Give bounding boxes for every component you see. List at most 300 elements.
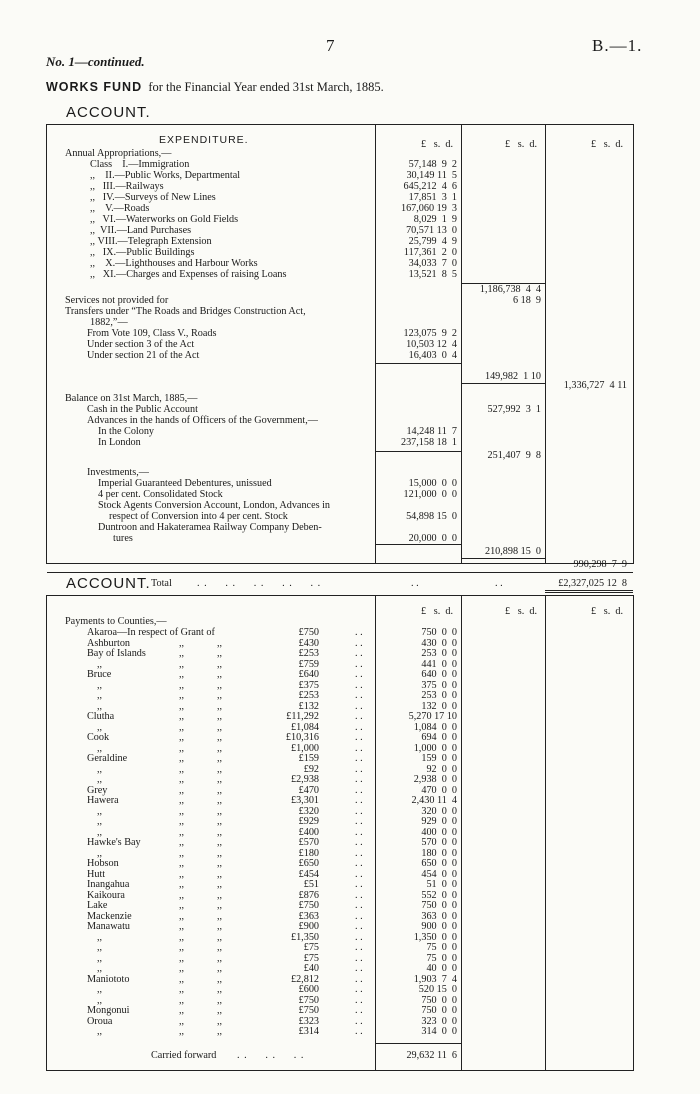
document-reference: B.—1. bbox=[592, 36, 643, 55]
ditto-mark: ,, bbox=[217, 805, 223, 817]
county-name: Mackenzie bbox=[87, 910, 132, 922]
county-paid: 750 0 0 bbox=[421, 900, 457, 911]
transfer-amount: 16,403 0 4 bbox=[408, 350, 457, 361]
county-dots: . . bbox=[355, 774, 363, 785]
ledger-rule bbox=[375, 544, 461, 545]
advance-label: In the Colony bbox=[98, 426, 155, 437]
advances-total: 251,407 9 8 bbox=[487, 450, 541, 461]
column-rule bbox=[545, 596, 546, 1070]
investment-label: Imperial Guaranteed Debentures, unissued bbox=[98, 478, 272, 489]
county-paid: 640 0 0 bbox=[421, 669, 457, 680]
class-amount: 645,212 4 6 bbox=[403, 181, 457, 192]
county-grant: £3,301 bbox=[290, 795, 319, 806]
class-amount: 70,571 13 0 bbox=[406, 225, 457, 236]
county-name: Bruce bbox=[87, 669, 112, 680]
county-grant: £323 bbox=[298, 1015, 319, 1027]
ledger-rule bbox=[461, 558, 545, 559]
ditto-mark: ,, bbox=[179, 942, 185, 953]
ditto-mark: ,, bbox=[179, 774, 185, 785]
county-dots: . . bbox=[355, 942, 363, 953]
county-grant: £180 bbox=[298, 847, 319, 859]
ditto-mark: ,, bbox=[217, 784, 223, 796]
county-dots: . . bbox=[355, 900, 363, 911]
county-name: Clutha bbox=[87, 711, 115, 722]
ditto-mark: ,, bbox=[179, 952, 185, 964]
ditto-mark: ,, bbox=[179, 837, 185, 848]
ditto-mark: ,, bbox=[217, 1026, 223, 1037]
grand-total: £2,327,025 12 8 bbox=[558, 578, 627, 589]
county-grant: £75 bbox=[303, 952, 319, 964]
county-name: ,, bbox=[97, 658, 103, 670]
county-name: Mongonui bbox=[87, 1005, 130, 1016]
county-name: ,, bbox=[97, 826, 103, 838]
county-name: ,, bbox=[97, 931, 103, 943]
investment-label: Stock Agents Conversion Account, London, Advances in bbox=[98, 500, 331, 511]
county-name: ,, bbox=[97, 963, 103, 974]
county-dots: . . bbox=[355, 669, 363, 680]
ditto-mark: ,, bbox=[217, 931, 223, 943]
county-name: Manawatu bbox=[87, 921, 130, 932]
annual-total: 1,186,738 4 4 bbox=[479, 284, 541, 295]
ditto-mark: ,, bbox=[179, 973, 185, 985]
ditto-mark: ,, bbox=[179, 858, 185, 869]
county-grant: £750 bbox=[298, 994, 319, 1006]
ledger-rule bbox=[375, 363, 461, 364]
class-label: ,, III.—Railways bbox=[90, 181, 164, 192]
class-amount: 34,033 7 0 bbox=[408, 258, 457, 269]
investment-amount: 121,000 0 0 bbox=[403, 489, 457, 500]
expenditure-panel bbox=[46, 124, 634, 589]
county-grant: £430 bbox=[298, 637, 319, 649]
county-grant: £92 bbox=[303, 763, 319, 775]
ditto-mark: ,, bbox=[179, 931, 185, 943]
transfer-amount: 123,075 9 2 bbox=[403, 328, 457, 339]
column-rule bbox=[545, 125, 546, 563]
county-dots: . . bbox=[355, 753, 363, 764]
county-name: Akaroa—In respect of Grant of bbox=[87, 627, 215, 638]
ditto-mark: ,, bbox=[217, 816, 223, 827]
ditto-mark: ,, bbox=[217, 721, 223, 733]
county-grant: £600 bbox=[298, 984, 319, 995]
advances-label: Advances in the hands of Officers of the Government,— bbox=[87, 415, 318, 426]
transfer-label: Under section 3 of the Act bbox=[87, 339, 195, 350]
ditto-mark: ,, bbox=[179, 658, 185, 670]
ditto-mark: ,, bbox=[217, 679, 223, 691]
column-rule bbox=[461, 596, 462, 1070]
county-paid: 400 0 0 bbox=[421, 826, 457, 838]
transfers-total: 149,982 1 10 bbox=[484, 371, 541, 382]
counties-heading: Payments to Counties,— bbox=[65, 616, 167, 627]
investment-label: respect of Conversion into 4 per cent. Stock bbox=[109, 511, 288, 522]
ditto-mark: ,, bbox=[179, 984, 185, 995]
column-header: £ s. d. bbox=[591, 606, 623, 617]
class-amount: 13,521 8 5 bbox=[408, 269, 457, 280]
carried-dots: . . . . . . bbox=[237, 1049, 305, 1061]
county-paid: 2,938 0 0 bbox=[413, 774, 457, 785]
county-name: Geraldine bbox=[87, 753, 128, 764]
column-header: £ s. d. bbox=[505, 606, 537, 617]
ditto-mark: ,, bbox=[179, 700, 185, 712]
county-grant: £10,316 bbox=[285, 732, 319, 743]
transfer-label: From Vote 109, Class V., Roads bbox=[87, 328, 217, 339]
ledger-rule bbox=[375, 1043, 461, 1044]
county-paid: 75 0 0 bbox=[426, 952, 457, 964]
ditto-mark: ,, bbox=[217, 753, 223, 764]
ditto-mark: ,, bbox=[217, 984, 223, 995]
class-label: ,, VIII.—Telegraph Extension bbox=[90, 236, 212, 247]
county-dots: . . bbox=[355, 1026, 363, 1037]
county-paid: 253 0 0 bbox=[421, 690, 457, 701]
transfer-label: Under section 21 of the Act bbox=[87, 350, 200, 361]
county-paid: 320 0 0 bbox=[421, 805, 457, 817]
county-dots: . . bbox=[355, 994, 363, 1006]
class-amount: 57,148 9 2 bbox=[408, 159, 457, 170]
county-dots: . . bbox=[355, 816, 363, 827]
county-paid: 1,350 0 0 bbox=[413, 931, 457, 943]
county-grant: £750 bbox=[298, 1005, 319, 1016]
continued-label: No. 1—continued. bbox=[46, 54, 145, 69]
ditto-mark: ,, bbox=[179, 994, 185, 1006]
county-dots: . . bbox=[355, 1015, 363, 1027]
county-dots: . . bbox=[355, 690, 363, 701]
balance-label: Balance on 31st March, 1885,— bbox=[65, 393, 198, 404]
ditto-mark: ,, bbox=[217, 910, 223, 922]
ditto-mark: ,, bbox=[217, 847, 223, 859]
ditto-mark: ,, bbox=[179, 1026, 185, 1037]
county-paid: 454 0 0 bbox=[421, 868, 457, 880]
county-paid: 900 0 0 bbox=[421, 921, 457, 932]
ditto-mark: ,, bbox=[217, 648, 223, 659]
carried-forward-amount: 29,632 11 6 bbox=[406, 1049, 457, 1061]
balance-total: 990,298 7 9 bbox=[573, 559, 627, 570]
county-name: Hutt bbox=[87, 868, 106, 880]
county-paid: 363 0 0 bbox=[421, 910, 457, 922]
county-dots: . . bbox=[355, 858, 363, 869]
county-name: ,, bbox=[97, 690, 103, 701]
column-rule bbox=[461, 125, 462, 563]
column-rule bbox=[375, 125, 376, 563]
county-name: ,, bbox=[97, 816, 103, 827]
column-header: £ s. d. bbox=[421, 606, 453, 617]
county-grant: £1,084 bbox=[290, 721, 319, 733]
county-grant: £454 bbox=[298, 868, 319, 880]
ditto-mark: ,, bbox=[217, 858, 223, 869]
county-paid: 75 0 0 bbox=[426, 942, 457, 953]
county-dots: . . bbox=[355, 721, 363, 733]
county-paid: 470 0 0 bbox=[421, 784, 457, 796]
advance-amount: 237,158 18 1 bbox=[400, 437, 457, 448]
ditto-mark: ,, bbox=[179, 742, 185, 754]
class-label: ,, VI.—Waterworks on Gold Fields bbox=[90, 214, 239, 225]
county-dots: . . bbox=[355, 921, 363, 932]
county-paid: 552 0 0 bbox=[421, 889, 457, 901]
transfer-amount: 10,503 12 4 bbox=[406, 339, 457, 350]
ditto-mark: ,, bbox=[179, 847, 185, 859]
county-name: ,, bbox=[97, 721, 103, 733]
ditto-mark: ,, bbox=[217, 742, 223, 754]
fund-title-bold: WORKS FUND bbox=[46, 80, 143, 94]
county-name: Ashburton bbox=[87, 637, 131, 649]
ditto-mark: ,, bbox=[217, 921, 223, 932]
county-name: ,, bbox=[97, 942, 103, 953]
county-dots: . . bbox=[355, 784, 363, 796]
ditto-mark: ,, bbox=[217, 952, 223, 964]
ditto-mark: ,, bbox=[179, 1015, 185, 1027]
transfers-label: Transfers under “The Roads and Bridges Construction Act, bbox=[65, 306, 306, 317]
county-name: Bay of Islands bbox=[87, 648, 146, 659]
county-paid: 5,270 17 10 bbox=[408, 711, 457, 722]
county-grant: £750 bbox=[298, 900, 319, 911]
county-dots: . . bbox=[355, 711, 363, 722]
ditto-mark: ,, bbox=[179, 721, 185, 733]
county-dots: . . bbox=[355, 648, 363, 659]
county-dots: . . bbox=[355, 984, 363, 995]
county-paid: 132 0 0 bbox=[421, 700, 457, 712]
county-dots: . . bbox=[355, 700, 363, 712]
county-paid: 430 0 0 bbox=[421, 637, 457, 649]
county-name: ,, bbox=[97, 984, 103, 995]
county-grant: £900 bbox=[298, 921, 319, 932]
annual-appropriations-label: Annual Appropriations,— bbox=[65, 148, 172, 159]
ditto-mark: ,, bbox=[179, 826, 185, 838]
ditto-mark: ,, bbox=[217, 942, 223, 953]
column-header: £ s. d. bbox=[421, 139, 453, 150]
cash-amount: 527,992 3 1 bbox=[487, 404, 541, 415]
county-paid: 1,903 7 4 bbox=[413, 973, 457, 985]
investment-amount: 54,898 15 0 bbox=[406, 511, 457, 522]
carried-forward-label: Carried forward bbox=[151, 1049, 217, 1061]
ditto-mark: ,, bbox=[179, 669, 185, 680]
column-rule bbox=[375, 596, 376, 1070]
county-dots: . . bbox=[355, 879, 363, 890]
ditto-mark: ,, bbox=[217, 994, 223, 1006]
ditto-mark: ,, bbox=[217, 900, 223, 911]
county-paid: 375 0 0 bbox=[421, 679, 457, 691]
ditto-mark: ,, bbox=[179, 711, 185, 722]
county-dots: . . bbox=[355, 742, 363, 754]
ditto-mark: ,, bbox=[179, 763, 185, 775]
county-paid: 180 0 0 bbox=[421, 847, 457, 859]
county-dots: . . bbox=[355, 837, 363, 848]
county-name: ,, bbox=[97, 994, 103, 1006]
page-number: 7 bbox=[326, 36, 335, 55]
ledger-rule bbox=[461, 383, 545, 384]
county-dots: . . bbox=[355, 889, 363, 901]
ditto-mark: ,, bbox=[217, 690, 223, 701]
ditto-mark: ,, bbox=[217, 711, 223, 722]
county-name: ,, bbox=[97, 774, 103, 785]
county-paid: 51 0 0 bbox=[426, 879, 457, 890]
ditto-mark: ,, bbox=[217, 774, 223, 785]
class-label: Class I.—Immigration bbox=[90, 159, 190, 170]
county-grant: £11,292 bbox=[286, 711, 319, 722]
ditto-mark: ,, bbox=[217, 795, 223, 806]
account-heading-expenditure: ACCOUNT. bbox=[66, 104, 151, 121]
county-name: Hawera bbox=[87, 795, 119, 806]
ditto-mark: ,, bbox=[217, 700, 223, 712]
county-paid: 2,430 11 4 bbox=[411, 795, 457, 806]
county-dots: . . bbox=[355, 847, 363, 859]
county-grant: £1,000 bbox=[290, 742, 319, 754]
investment-label: Duntroon and Hakateramea Railway Company Deben- bbox=[98, 522, 322, 533]
column-header: £ s. d. bbox=[591, 139, 623, 150]
county-paid: 520 15 0 bbox=[418, 984, 457, 995]
ditto-mark: ,, bbox=[179, 732, 185, 743]
investments-label: Investments,— bbox=[87, 467, 149, 478]
ditto-mark: ,, bbox=[179, 648, 185, 659]
ditto-mark: ,, bbox=[217, 963, 223, 974]
county-paid: 650 0 0 bbox=[421, 858, 457, 869]
county-grant: £51 bbox=[303, 879, 319, 890]
class-label: ,, IV.—Surveys of New Lines bbox=[90, 192, 216, 203]
ditto-mark: ,, bbox=[217, 763, 223, 775]
ditto-mark: ,, bbox=[179, 690, 185, 701]
county-name: Maniototo bbox=[87, 973, 130, 985]
county-name: Lake bbox=[87, 900, 108, 911]
ditto-mark: ,, bbox=[217, 973, 223, 985]
services-label: Services not provided for bbox=[65, 295, 169, 306]
county-dots: . . bbox=[355, 763, 363, 775]
county-dots: . . bbox=[355, 637, 363, 649]
ditto-mark: ,, bbox=[179, 1005, 185, 1016]
investments-total: 210,898 15 0 bbox=[484, 546, 541, 557]
county-dots: . . bbox=[355, 732, 363, 743]
county-name: Kaikoura bbox=[87, 889, 125, 901]
county-paid: 159 0 0 bbox=[421, 753, 457, 764]
county-name: Hawke's Bay bbox=[87, 837, 141, 848]
ditto-mark: ,, bbox=[179, 784, 185, 796]
county-name: Hobson bbox=[87, 858, 119, 869]
county-name: Grey bbox=[87, 784, 108, 796]
county-grant: £470 bbox=[298, 784, 319, 796]
ditto-mark: ,, bbox=[179, 900, 185, 911]
ditto-mark: ,, bbox=[179, 868, 185, 880]
ditto-mark: ,, bbox=[179, 816, 185, 827]
class-amount: 30,149 11 5 bbox=[406, 170, 457, 181]
ditto-mark: ,, bbox=[217, 826, 223, 838]
class-amount: 167,060 19 3 bbox=[400, 203, 457, 214]
county-grant: £375 bbox=[298, 679, 319, 691]
class-amount: 117,361 2 0 bbox=[403, 247, 457, 258]
cash-label: Cash in the Public Account bbox=[87, 404, 198, 415]
ditto-mark: ,, bbox=[179, 921, 185, 932]
county-paid: 929 0 0 bbox=[421, 816, 457, 827]
ditto-mark: ,, bbox=[217, 669, 223, 680]
county-grant: £929 bbox=[298, 816, 319, 827]
county-paid: 750 0 0 bbox=[421, 994, 457, 1006]
county-name: Cook bbox=[87, 732, 110, 743]
total-dots: . . . . . . . . . . bbox=[197, 578, 322, 589]
investment-amount: 15,000 0 0 bbox=[408, 478, 457, 489]
class-label: ,, XI.—Charges and Expenses of raising Loans bbox=[90, 269, 287, 280]
fund-title-rest: for the Financial Year ended 31st March, 1885. bbox=[148, 80, 384, 94]
class-label: ,, IX.—Public Buildings bbox=[90, 247, 195, 258]
county-dots: . . bbox=[355, 658, 363, 670]
ditto-mark: ,, bbox=[179, 805, 185, 817]
class-amount: 25,799 4 9 bbox=[408, 236, 457, 247]
ledger-rule bbox=[545, 590, 633, 591]
total-label: Total bbox=[151, 578, 172, 589]
investment-label: 4 per cent. Consolidated Stock bbox=[98, 489, 223, 500]
total-dots-col1: . . bbox=[411, 578, 419, 589]
advance-amount: 14,248 11 7 bbox=[406, 426, 457, 437]
investment-amount: 20,000 0 0 bbox=[408, 533, 457, 544]
expenditure-heading: EXPENDITURE. bbox=[159, 134, 249, 146]
county-dots: . . bbox=[355, 973, 363, 985]
county-dots: . . bbox=[355, 627, 363, 638]
class-label: ,, X.—Lighthouses and Harbour Works bbox=[90, 258, 258, 269]
county-name: ,, bbox=[97, 952, 103, 964]
county-grant: £253 bbox=[298, 648, 319, 659]
county-grant: £2,938 bbox=[290, 774, 319, 785]
county-dots: . . bbox=[355, 868, 363, 880]
ditto-mark: ,, bbox=[217, 1015, 223, 1027]
ditto-mark: ,, bbox=[179, 753, 185, 764]
ditto-mark: ,, bbox=[179, 910, 185, 922]
ditto-mark: ,, bbox=[179, 795, 185, 806]
county-name: ,, bbox=[97, 700, 103, 712]
county-dots: . . bbox=[355, 795, 363, 806]
county-dots: . . bbox=[355, 963, 363, 974]
county-dots: . . bbox=[355, 1005, 363, 1016]
county-paid: 92 0 0 bbox=[426, 763, 457, 775]
ledger-rule bbox=[545, 592, 633, 593]
ditto-mark: ,, bbox=[217, 658, 223, 670]
county-dots: . . bbox=[355, 910, 363, 922]
county-grant: £253 bbox=[298, 690, 319, 701]
county-grant: £2,812 bbox=[290, 973, 319, 985]
ditto-mark: ,, bbox=[217, 732, 223, 743]
ditto-mark: ,, bbox=[217, 637, 223, 649]
ditto-mark: ,, bbox=[179, 637, 185, 649]
ledger-rule bbox=[461, 283, 545, 284]
class-label: ,, V.—Roads bbox=[90, 203, 150, 214]
county-grant: £132 bbox=[298, 700, 319, 712]
county-grant: £75 bbox=[303, 942, 319, 953]
county-paid: 1,000 0 0 bbox=[413, 742, 457, 754]
county-grant: £363 bbox=[298, 910, 319, 922]
county-paid: 750 0 0 bbox=[421, 1005, 457, 1016]
county-dots: . . bbox=[355, 931, 363, 943]
county-dots: . . bbox=[355, 805, 363, 817]
county-grant: £750 bbox=[298, 627, 319, 638]
subtotal: 1,336,727 4 11 bbox=[563, 380, 627, 391]
county-name: ,, bbox=[97, 679, 103, 691]
ditto-mark: ,, bbox=[179, 679, 185, 691]
ditto-mark: ,, bbox=[217, 868, 223, 880]
ditto-mark: ,, bbox=[217, 879, 223, 890]
county-paid: 570 0 0 bbox=[421, 837, 457, 848]
ditto-mark: ,, bbox=[179, 963, 185, 974]
counties-panel bbox=[46, 595, 634, 1071]
class-label: ,, II.—Public Works, Departmental bbox=[90, 170, 241, 181]
ledger-rule bbox=[375, 451, 461, 452]
county-dots: . . bbox=[355, 952, 363, 964]
class-amount: 17,851 3 1 bbox=[408, 192, 457, 203]
transfers-label-cont: 1882,”— bbox=[90, 317, 128, 328]
ditto-mark: ,, bbox=[179, 889, 185, 901]
county-grant: £159 bbox=[298, 753, 319, 764]
county-dots: . . bbox=[355, 679, 363, 691]
county-name: ,, bbox=[97, 1026, 103, 1037]
ditto-mark: ,, bbox=[217, 837, 223, 848]
column-header: £ s. d. bbox=[505, 139, 537, 150]
county-name: ,, bbox=[97, 763, 103, 775]
county-grant: £640 bbox=[298, 669, 319, 680]
account-heading-counties: ACCOUNT. bbox=[66, 575, 151, 592]
county-paid: 750 0 0 bbox=[421, 627, 457, 638]
county-grant: £876 bbox=[298, 889, 319, 901]
